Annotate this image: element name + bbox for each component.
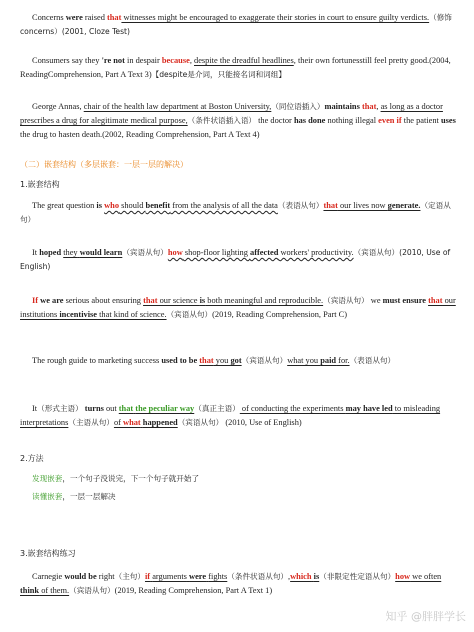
condition-phrase: as long as a doctor prescribes a drug for alegitimate medical purpose, (20, 102, 443, 125)
predicate: used to be (161, 356, 198, 365)
text: George Annas, (32, 102, 84, 111)
method-step-2 (20, 490, 460, 504)
text: in despair (124, 56, 162, 65)
conjunction: that (143, 296, 158, 305)
appositive: chair of the health law department at Boston University, (83, 102, 272, 111)
paragraph-consumers (20, 54, 460, 82)
conjunction: what (123, 418, 141, 427)
text: raised (82, 13, 107, 22)
annotation: （定语从句） (20, 201, 451, 224)
citation: (2019, Reading Comprehension, Part C) (212, 310, 348, 319)
method-keyword: 读懂嵌套 (32, 492, 63, 501)
annotation: （宾语从句）(2010, Use of English) (20, 248, 451, 271)
text: the drug to hasten death.(2002, Reading Comprehension, Part A Text 4) (20, 130, 260, 139)
conjunction: that (428, 296, 443, 305)
annotation: 【despite是介词，只能接名词和词组】 (151, 70, 286, 79)
annotation: （表语从句） (349, 356, 396, 365)
annotation: （修饰 concerns）(2001, Cloze Test) (20, 13, 452, 36)
conjunction: that (106, 13, 122, 22)
annotation: （主句） (114, 572, 145, 581)
annotation: （条件状语插入语） (187, 116, 257, 125)
predicate: is (313, 572, 320, 581)
conjunction: even if (378, 116, 402, 125)
annotation: （宾语从句） (177, 418, 224, 427)
annotation: （宾语从句） (122, 248, 168, 257)
conjunction: that (361, 102, 377, 111)
predicate: is (199, 296, 206, 305)
annotation: （宾语从句） (69, 586, 115, 595)
text: The great question (32, 201, 97, 210)
citation: (2019, Reading Comprehension, Part A Text 1) (114, 586, 273, 595)
predicate: is (96, 201, 103, 210)
paragraph-concerns (20, 11, 460, 39)
text: Consumers say they (32, 56, 102, 65)
example-carnegie: Carnegie would be right（主句）if arguments were fights（条件状语从句）,which is（非限定性定语从句）how we often think of them.（宾语从句）(2019, Reading Comprehension, Part A Text 1) (20, 572, 442, 595)
predicate: would learn (79, 248, 123, 257)
annotation: （同位语插入） (271, 102, 325, 111)
conjunction: because (161, 56, 190, 65)
predicate: affected (250, 248, 279, 257)
annotation: （真正主语） (194, 404, 240, 413)
predicate: 're not (101, 56, 125, 65)
text: Concerns (32, 13, 66, 22)
predicate: got (230, 356, 242, 365)
predicate: may have led (345, 404, 393, 413)
conjunction: that (323, 201, 338, 210)
text: ，一层一层解决 (62, 492, 116, 501)
paragraph-george-annas: George Annas, chair of the health law department at Boston University,（同位语插入）maintains that, as long as a doctor prescribes a drug for alegitimate medical purpose,（条件状语插入语） the doctor has done nothing illegal even if the patient uses the drug to hasten death.(2002, Reading Comprehension, Part A Text 4) (20, 102, 456, 139)
predicate: benefit (145, 201, 171, 210)
predicate: generate. (387, 201, 421, 210)
annotation: （非限定性定语从句） (319, 572, 396, 581)
method-keyword: 发现嵌套 (32, 474, 63, 483)
true-subject: the peculiar way (135, 404, 195, 413)
predicate: were (189, 572, 207, 581)
predicate: paid (320, 356, 337, 365)
predicate: think (20, 586, 40, 595)
method-step-1 (20, 472, 460, 486)
predicate: uses (440, 116, 456, 125)
conjunction: that (199, 356, 214, 365)
predicate: has done (293, 116, 326, 125)
section-heading-nested: （二）嵌套结构（多层嵌套：一层一层的解决） (20, 160, 188, 169)
inserted-phrase: despite the dreadful headlines (194, 56, 294, 65)
conjunction: how (167, 248, 183, 257)
annotation: （宾语从句） (323, 296, 369, 305)
predicate: incentivise (59, 310, 98, 319)
example-turns-out: It（形式主语） turns out that the peculiar way（真正主语） of conducting the experiments may have led to misleading interpretations（主语从句）of what happened（宾语从句） (2010, Use of English) (20, 404, 441, 427)
text: ，一个句子没说完，下一个句子就开始了 (62, 474, 200, 483)
subheading-nested-structure: 1.嵌套结构 (20, 180, 60, 189)
conjunction: who (104, 201, 120, 210)
conjunction: if (144, 572, 151, 581)
subheading-method: 2.方法 (20, 454, 44, 463)
predicate: happened (142, 418, 178, 427)
annotation: （主语从句） (68, 418, 114, 427)
annotation: （形式主语） (37, 404, 83, 413)
watermark: 知乎 @胖胖学长 (385, 610, 466, 623)
predicate: hoped (39, 248, 62, 257)
predicate: maintains (324, 102, 360, 111)
predicate: turns (84, 404, 104, 413)
conjunction: that (118, 404, 134, 413)
predicate: would be (64, 572, 97, 581)
text: , their own fortunesstill feel pretty good.(2004, ReadingComprehension, Part A Text 3) (20, 56, 451, 79)
appositive-clause: witnesses might be encouraged to exaggerate their stories in court to ensure guilty verdicts. (121, 13, 430, 22)
subheading-practice: 3.嵌套结构练习 (20, 549, 76, 558)
example-if-we-are: If we are serious about ensuring that our science is both meaningful and reproducible.（宾语从句） we must ensure that our institutions incentivise that kind of science.（宾语从句）(2019, Reading Comprehension, Part C) (20, 296, 456, 319)
example-it-hoped: It hoped they would learn（宾语从句）how shop-floor lighting affected workers' productivity.（宾语从句）(2010, Use of English) (20, 248, 451, 271)
example-rough-guide: The rough guide to marketing success used to be that you got（宾语从句）what you paid for.（表语从句） (32, 356, 396, 365)
annotation: （宾语从句） (166, 310, 213, 319)
annotation: （表语从句） (277, 201, 324, 210)
predicate: were (65, 13, 83, 22)
annotation: （宾语从句） (241, 356, 288, 365)
example-great-question: The great question is who should benefit from the analysis of all the data（表语从句）that our lives now generate.（定语从句） (20, 201, 451, 224)
annotation: （条件状语从句） (227, 572, 289, 581)
predicate: must ensure (382, 296, 426, 305)
predicate: are (52, 296, 64, 305)
text: , (189, 56, 194, 65)
conjunction: which (290, 572, 312, 581)
citation: (2010, Use of English) (223, 418, 302, 427)
conjunction: If (32, 296, 39, 305)
conjunction: how (395, 572, 411, 581)
